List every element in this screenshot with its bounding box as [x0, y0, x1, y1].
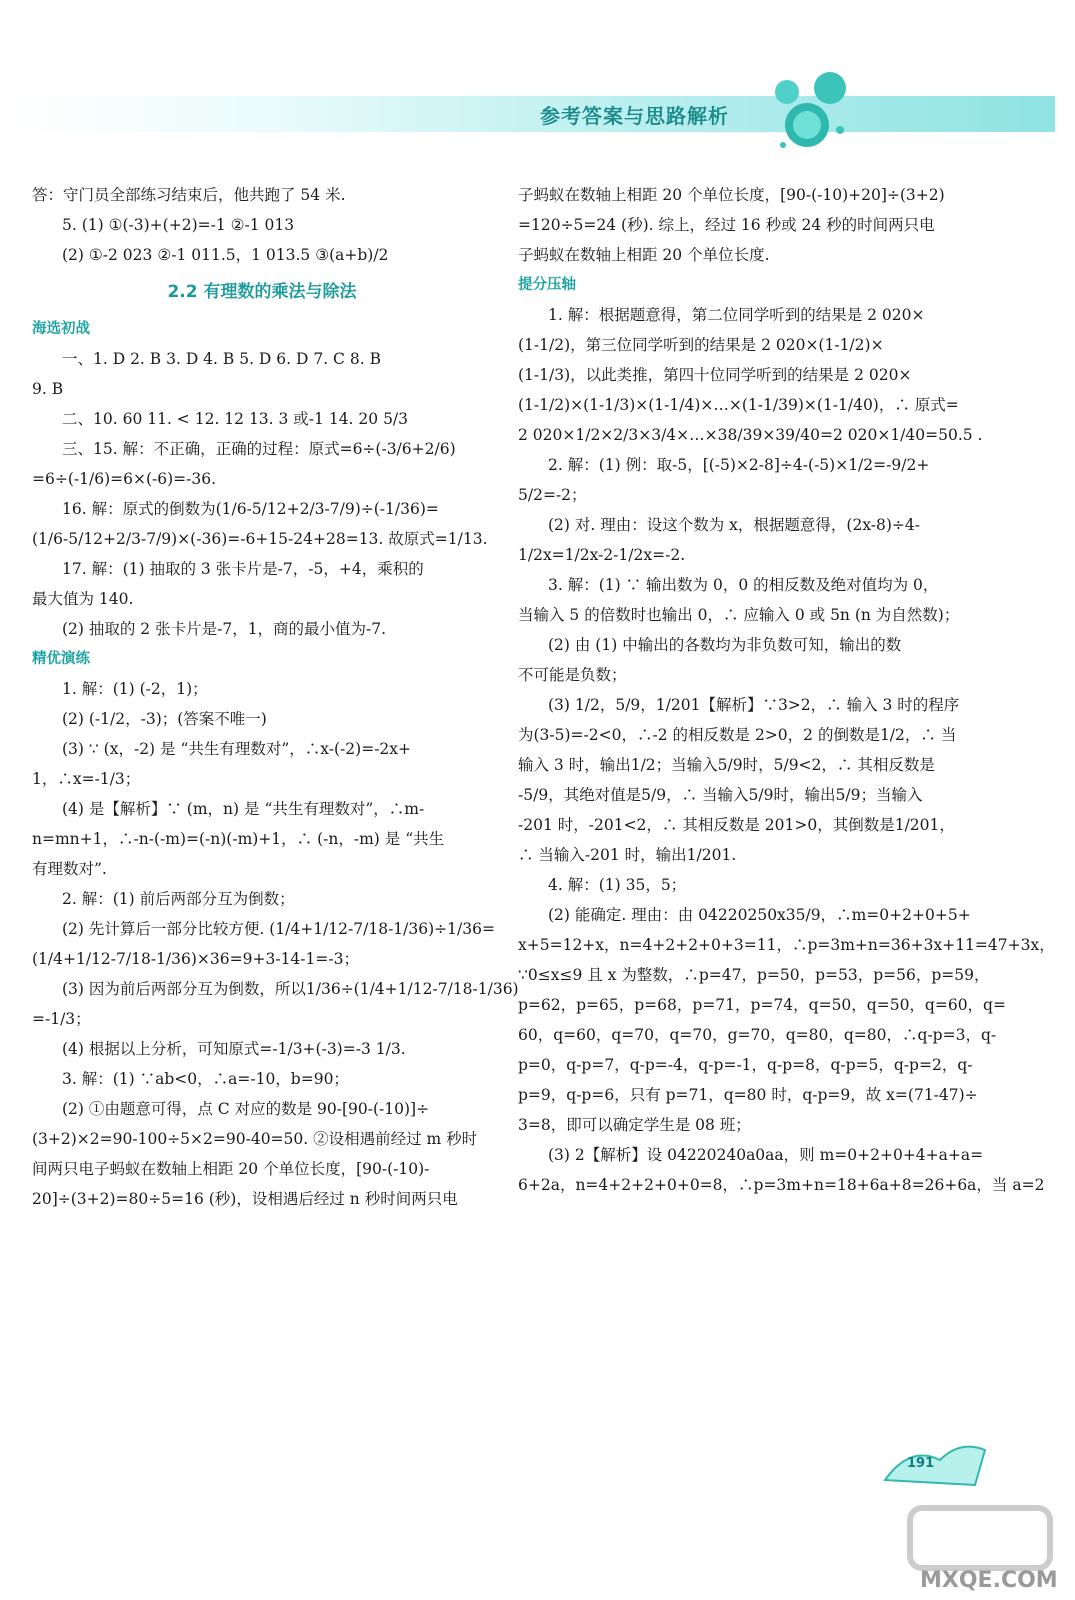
answer-line: (2) 能确定. 理由：由 04220250x35/9，∴m=0+2+0+5+: [548, 906, 971, 924]
answer-line: 3. 解：(1) ∵ 输出数为 0，0 的相反数及绝对值均为 0，: [548, 576, 939, 594]
answer-line: 9. B: [32, 380, 64, 398]
answer-line: 二、10. 60 11. < 12. 12 13. 3 或-1 14. 20 5/3: [62, 410, 409, 428]
answer-line: 5/2=-2；: [518, 486, 587, 504]
answer-line: 为(3-5)=-2<0，∴-2 的相反数是 2>0，2 的倒数是1/2，∴ 当: [518, 726, 957, 744]
answer-line: (2) (-1/2，-3)；(答案不唯一): [62, 710, 267, 728]
answer-line: p=62，p=65，p=68，p=71，p=74，q=50，q=50，q=60，q=: [518, 996, 1006, 1014]
answer-line: 最大值为 140.: [32, 590, 134, 608]
answer-line: n=mn+1，∴-n-(-m)=(-n)(-m)+1，∴ (-n，-m) 是 “共生: [32, 830, 445, 848]
answer-line: (3) ∵ (x，-2) 是 “共生有理数对”，∴x-(-2)=-2x+: [62, 740, 412, 758]
answer-line: (1-1/3)，以此类推，第四十位同学听到的结果是 2 020×: [518, 366, 912, 384]
answer-line: 输入 3 时，输出1/2；当输入5/9时，5/9<2，∴ 其相反数是: [518, 756, 935, 774]
answer-line: (4) 是【解析】∵ (m，n) 是 “共生有理数对”，∴m-: [62, 800, 425, 818]
answer-line: 1，∴x=-1/3；: [32, 770, 141, 788]
answer-line: 16. 解：原式的倒数为(1/6-5/12+2/3-7/9)÷(-1/36)=: [62, 500, 439, 518]
answer-line: 20]÷(3+2)=80÷5=16 (秒)，设相遇后经过 n 秒时间两只电: [32, 1190, 458, 1208]
answer-line: p=9，q-p=6，只有 p=71，q=80 时，q-p=9，故 x=(71-47)÷: [518, 1086, 978, 1104]
section-title: 2.2 有理数的乘法与除法: [167, 282, 357, 302]
answer-line: (1-1/2)×(1-1/3)×(1-1/4)×…×(1-1/39)×(1-1/40)，∴ 原式=: [518, 396, 959, 414]
answer-line: =120÷5=24 (秒). 综上，经过 16 秒或 24 秒的时间两只电: [518, 216, 935, 234]
section-label: 精优演练: [32, 651, 90, 667]
answer-line: x+5=12+x，n=4+2+2+0+3=11，∴p=3m+n=36+3x+11=47+3x，: [518, 936, 1055, 954]
answer-line: 间两只电子蚂蚁在数轴上相距 20 个单位长度，[90-(-10)-: [32, 1160, 430, 1178]
header-band: [20, 96, 1055, 132]
answer-line: (2) 对. 理由：设这个数为 x，根据题意得，(2x-8)÷4-: [548, 516, 921, 534]
answer-line: 1. 解：(1) (-2，1)；: [62, 680, 208, 698]
answer-line: 1. 解：根据题意得，第二位同学听到的结果是 2 020×: [548, 306, 925, 324]
answer-line: (2) 抽取的 2 张卡片是-7，1，商的最小值为-7.: [62, 620, 387, 638]
answer-line: 5. (1) ①(-3)+(+2)=-1 ②-1 013: [62, 216, 295, 234]
answer-line: 17. 解：(1) 抽取的 3 张卡片是-7，-5，+4，乘积的: [62, 560, 424, 578]
answer-line: (3+2)×2=90-100÷5×2=90-40=50. ②设相遇前经过 m 秒时: [32, 1130, 478, 1148]
answer-line: 4. 解：(1) 35，5；: [548, 876, 687, 894]
answer-line: 6+2a，n=4+2+2+0+0=8，∴p=3m+n=18+6a+8=26+6a，当 a=2: [518, 1176, 1045, 1194]
answer-line: 2. 解：(1) 前后两部分互为倒数；: [62, 890, 295, 908]
header-title: 参考答案与思路解析: [540, 104, 729, 128]
answer-line: ∴ 当输入-201 时，输出1/201.: [518, 846, 737, 864]
answer-line: -5/9，其绝对值是5/9，∴ 当输入5/9时，输出5/9；当输入: [518, 786, 923, 804]
right-column: [518, 180, 1055, 1200]
answer-line: 60，q=60，q=70，q=70，g=70，q=80，q=80，∴q-p=3，q-: [518, 1026, 997, 1044]
answer-line: 三、15. 解：不正确，正确的过程：原式=6÷(-3/6+2/6): [62, 440, 456, 458]
answer-line: 当输入 5 的倍数时也输出 0，∴ 应输入 0 或 5n (n 为自然数)；: [518, 606, 960, 624]
answer-line: 1/2x=1/2x-2-1/2x=-2.: [518, 546, 686, 564]
answer-line: -201 时，-201<2，∴ 其相反数是 201>0，其倒数是1/201，: [518, 816, 955, 834]
answer-line: =6÷(-1/6)=6×(-6)=-36.: [32, 470, 217, 488]
answer-line: (4) 根据以上分析，可知原式=-1/3+(-3)=-3 1/3.: [62, 1040, 406, 1058]
answer-line: 子蚂蚁在数轴上相距 20 个单位长度，[90-(-10)+20]÷(3+2): [518, 186, 945, 204]
page-number: 191: [907, 1456, 935, 1471]
answer-line: 一、1. D 2. B 3. D 4. B 5. D 6. D 7. C 8. B: [62, 350, 381, 368]
answer-line: 3=8，即可以确定学生是 08 班；: [518, 1116, 751, 1134]
answer-line: (2) 由 (1) 中输出的各数均为非负数可知，输出的数: [548, 636, 902, 654]
section-label: 海选初战: [32, 321, 90, 337]
answer-line: p=0，q-p=7，q-p=-4，q-p=-1，q-p=8，q-p=5，q-p=2，q-: [518, 1056, 973, 1074]
answer-line: =-1/3；: [32, 1010, 91, 1028]
answer-line: (2) 先计算后一部分比较方便. (1/4+1/12-7/18-1/36)÷1/36=: [62, 920, 495, 938]
bubbles-decoration-icon: [775, 70, 855, 160]
answer-line: (3) 因为前后两部分互为倒数，所以1/36÷(1/4+1/12-7/18-1/36): [62, 980, 519, 998]
answer-line: ∵0≤x≤9 且 x 为整数，∴p=47，p=50，p=53，p=56，p=59，: [518, 966, 990, 984]
answer-line: (1/6-5/12+2/3-7/9)×(-36)=-6+15-24+28=13. 故原式=1/13.: [32, 530, 488, 548]
answer-line: (1-1/2)，第三位同学听到的结果是 2 020×(1-1/2)×: [518, 336, 884, 354]
answer-line: 不可能是负数；: [518, 666, 627, 684]
answer-line: (2) ①由题意可得，点 C 对应的数是 90-[90-(-10)]÷: [62, 1100, 430, 1118]
answer-line: 答：守门员全部练习结束后，他共跑了 54 米.: [32, 186, 346, 204]
answer-line: 2 020×1/2×2/3×3/4×…×38/39×39/40=2 020×1/40=50.5 .: [518, 426, 983, 444]
answer-line: (3) 1/2，5/9，1/201【解析】∵3>2，∴ 输入 3 时的程序: [548, 696, 960, 714]
answer-line: 子蚂蚁在数轴上相距 20 个单位长度.: [518, 246, 770, 264]
section-label: 提分压轴: [518, 277, 576, 293]
answer-line: (1/4+1/12-7/18-1/36)×36=9+3-14-1=-3；: [32, 950, 359, 968]
watermark-url: MXQE.COM: [920, 1568, 1058, 1593]
answer-line: (2) ①-2 023 ②-1 011.5，1 013.5 ③(a+b)/2: [62, 246, 389, 264]
answer-line: (3) 2【解析】设 04220240a0aa，则 m=0+2+0+4+a+a=: [548, 1146, 984, 1164]
answer-line: 3. 解：(1) ∵ab<0，∴a=-10，b=90；: [62, 1070, 349, 1088]
answer-line: 有理数对”.: [32, 860, 107, 878]
page-badge-icon: [880, 1440, 990, 1490]
left-column: [32, 180, 519, 1214]
answer-line: 2. 解：(1) 例：取-5，[(-5)×2-8]÷4-(-5)×1/2=-9/2+: [548, 456, 930, 474]
